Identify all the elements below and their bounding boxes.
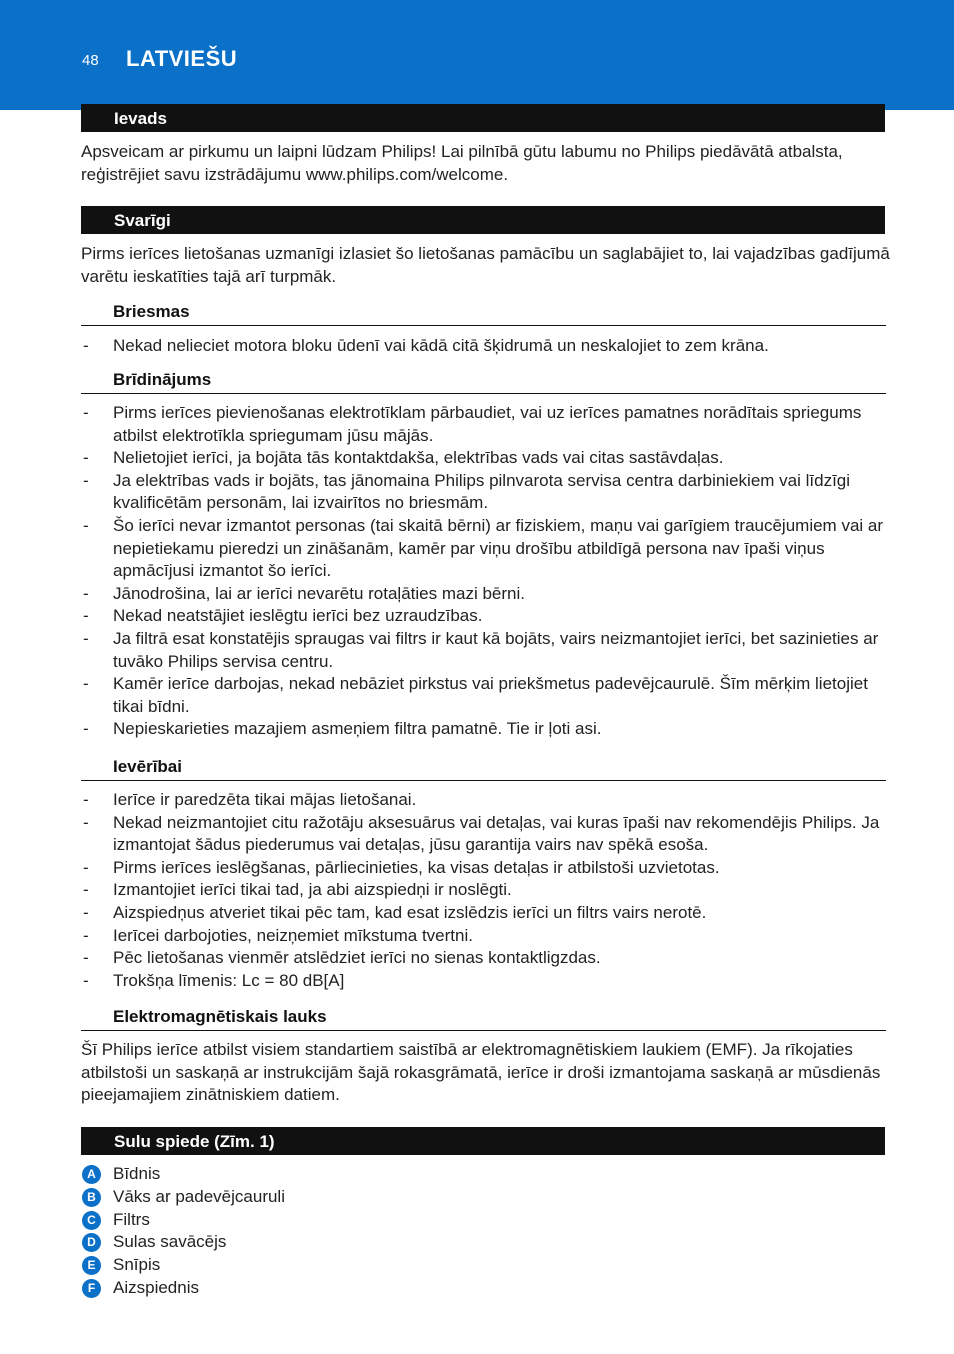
- list-item: - Ja filtrā esat konstatējis spraugas vai filtrs ir kaut kā bojāts, vairs neizmantojiet ierīci, bet sazinieties ar tuvāko Philips servisa centru.: [83, 628, 879, 671]
- letter-f-icon: F: [82, 1279, 101, 1298]
- section-bar-important: [81, 206, 885, 234]
- subheading-warning-label: Brīdinājums: [113, 370, 212, 389]
- intro-text: Apsveicam ar pirkumu un laipni lūdzam Philips! Lai pilnībā gūtu labumu no Philips piedāvātā atbalsta, reģistrējiet savu izstrādājumu www.philips.com/welcome.: [81, 142, 843, 184]
- subheading-danger: [81, 301, 886, 326]
- list-item: B Vāks ar padevējcauruli: [81, 1186, 285, 1209]
- list-item: C Filtrs: [81, 1209, 285, 1232]
- list-item: - Ja elektrības vads ir bojāts, tas jānomaina Philips pilnvarota servisa centra darbiniekiem vai līdzīgi kvalificētām personām, lai izvairītos no briesmām.: [83, 470, 851, 513]
- subheading-emf: [81, 1006, 886, 1031]
- list-item: - Trokšņa līmenis: Lc = 80 dB[A]: [83, 970, 345, 990]
- list-item: - Ierīcei darbojoties, neizņemiet mīkstuma tvertni.: [83, 925, 473, 945]
- subheading-emf-label: Elektromagnētiskais lauks: [113, 1007, 327, 1026]
- list-item: - Pēc lietošanas vienmēr atslēdziet ierīci no sienas kontaktligzdas.: [83, 948, 601, 968]
- danger-list: [81, 335, 891, 358]
- subheading-warning: [81, 369, 886, 394]
- list-item: A Bīdnis: [81, 1163, 285, 1186]
- section-title-juicer: Sulu spiede (Zīm. 1): [114, 1132, 275, 1151]
- subheading-caution-label: Ievērībai: [113, 757, 182, 776]
- letter-e-icon: E: [82, 1256, 101, 1275]
- section-bar-intro: [81, 104, 885, 132]
- list-item: D Sulas savācējs: [81, 1231, 285, 1254]
- letter-b-icon: B: [82, 1188, 101, 1207]
- language-title: LATVIEŠU: [126, 46, 238, 71]
- list-item: - Jānodrošina, lai ar ierīci nevarētu rotaļāties mazi bērni.: [83, 583, 525, 603]
- emf-text: Šī Philips ierīce atbilst visiem standartiem saistībā ar elektromagnētiskiem laukiem (EMF). Ja rīkojaties atbilstoši un saskaņā ar instrukcijām šajā rokasgrāmatā, ierīce ir droši izmantojama saskaņā ar mūsdienās pieejamajiem zinātniskiem datiem.: [81, 1040, 881, 1104]
- list-item: E Snīpis: [81, 1254, 285, 1277]
- list-item: - Izmantojiet ierīci tikai tad, ja abi aizspiedņi ir noslēgti.: [83, 880, 512, 900]
- list-item: - Nekad nelieciet motora bloku ūdenī vai kādā citā šķidrumā un neskalojiet to zem krāna.: [83, 336, 769, 355]
- page-number: 48: [82, 52, 99, 69]
- list-item: - Pirms ierīces ieslēgšanas, pārliecinieties, ka visas detaļas ir atbilstoši uzvietotas.: [83, 857, 720, 877]
- list-item: - Nepieskarieties mazajiem asmeņiem filtra pamatnē. Tie ir ļoti asi.: [83, 719, 602, 739]
- subheading-danger-label: Briesmas: [113, 302, 190, 321]
- letter-a-icon: A: [82, 1165, 101, 1184]
- page-header: [0, 0, 954, 110]
- important-text: Pirms ierīces lietošanas uzmanīgi izlasiet šo lietošanas pamācību un saglabājiet to, lai vajadzības gadījumā varētu ieskatīties tajā arī turpmāk.: [81, 244, 890, 286]
- letter-d-icon: D: [82, 1233, 101, 1252]
- section-bar-juicer: [81, 1127, 885, 1155]
- list-item: - Aizspiedņus atveriet tikai pēc tam, kad esat izslēdzis ierīci un filtrs vairs nerotē.: [83, 902, 707, 922]
- list-item: - Nekad neatstājiet ieslēgtu ierīci bez uzraudzības.: [83, 606, 483, 626]
- parts-list: [81, 1163, 285, 1300]
- section-title-intro: Ievads: [114, 109, 167, 128]
- list-item: - Ierīce ir paredzēta tikai mājas lietošanai.: [83, 790, 417, 809]
- section-title-important: Svarīgi: [114, 211, 171, 230]
- subheading-caution: [81, 756, 886, 781]
- list-item: - Pirms ierīces pievienošanas elektrotīklam pārbaudiet, vai uz ierīces pamatnes norādītais spriegums atbilst elektrotīkla spriegumam jūsu mājās.: [83, 403, 862, 445]
- caution-list: [81, 789, 891, 992]
- list-item: - Nekad neizmantojiet citu ražotāju aksesuārus vai detaļas, vai kuras īpaši nav rekomendējis Philips. Ja izmantojat šādus piederumus vai detaļas, jūsu garantija vairs nav spēkā esoša.: [83, 812, 880, 855]
- letter-c-icon: C: [82, 1211, 101, 1230]
- list-item: - Kamēr ierīce darbojas, nekad nebāziet pirkstus vai priekšmetus padevējcaurulē. Šīm mērķim lietojiet tikai bīdni.: [83, 674, 868, 716]
- warning-list: [81, 402, 891, 741]
- list-item: - Nelietojiet ierīci, ja bojāta tās kontaktdakša, elektrības vads vai citas sastāvdaļas.: [83, 448, 724, 468]
- list-item: F Aizspiednis: [81, 1277, 285, 1300]
- list-item: - Šo ierīci nevar izmantot personas (tai skaitā bērni) ar fiziskiem, maņu vai garīgiem traucējumiem vai ar nepietiekamu pieredzi un zināšanām, kamēr par viņu drošību atbildīgā persona nav īpaši viņus apmācījusi izmantot šo ierīci.: [83, 515, 884, 581]
